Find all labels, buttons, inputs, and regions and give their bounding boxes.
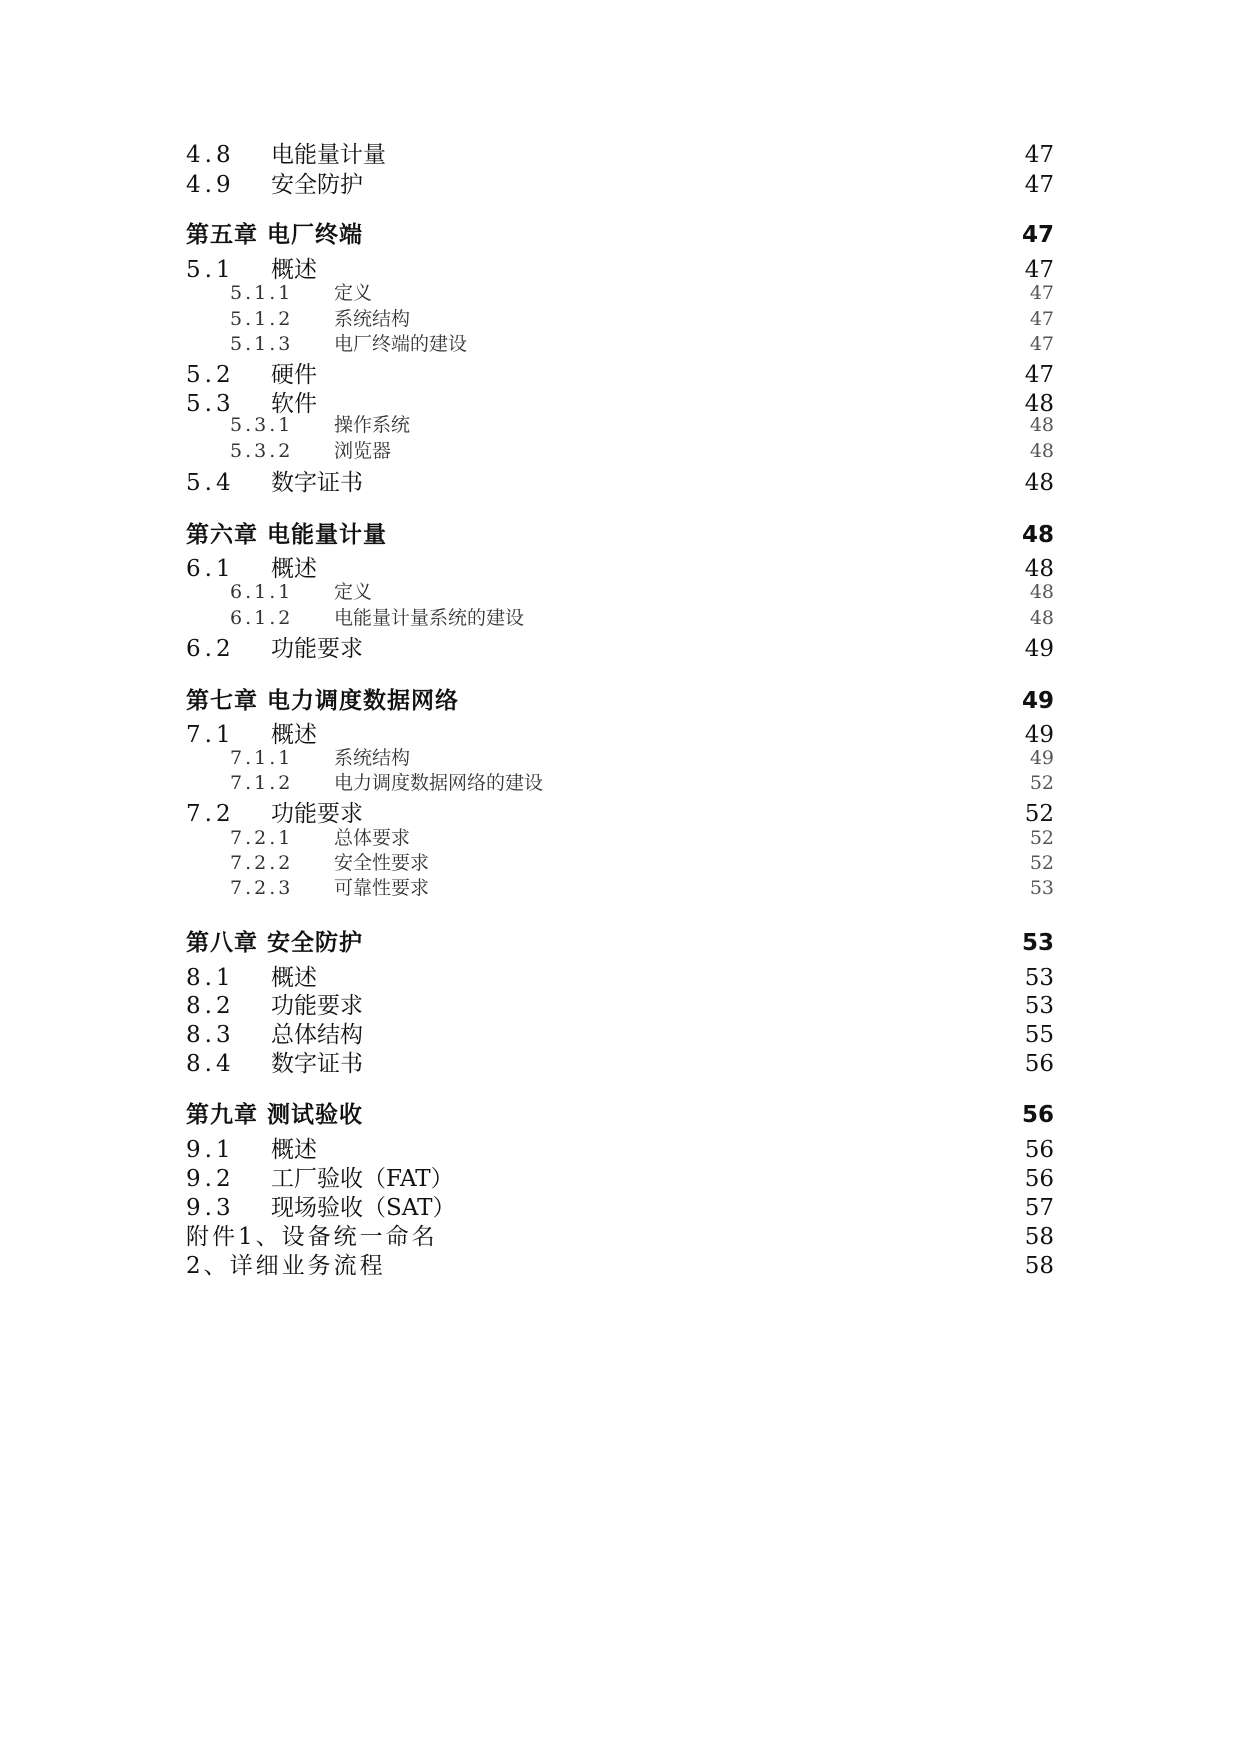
toc-entry-number: 6.1.1 — [230, 581, 294, 603]
toc-chapter-entry[interactable] — [186, 216, 1054, 249]
toc-entry-title: 第六章 电能量计量 — [186, 522, 388, 548]
toc-entry-number: 9.3 — [186, 1195, 235, 1221]
toc-entry-title: 可靠性要求 — [334, 877, 430, 899]
toc-entry-page-number: 52 — [1029, 772, 1054, 794]
toc-entry-title: 定义 — [334, 282, 373, 304]
toc-chapter-entry[interactable] — [186, 682, 1054, 715]
toc-entry-page-number: 47 — [1029, 308, 1054, 330]
toc-entry-title: 功能要求 — [271, 636, 363, 662]
toc-entry-number: 7.2.2 — [230, 852, 294, 874]
toc-entry-title: 2、详细业务流程 — [186, 1253, 386, 1279]
toc-entry-number: 6.2 — [186, 636, 235, 662]
toc-entry-title: 总体结构 — [271, 1022, 363, 1048]
toc-entry-number: 8.3 — [186, 1022, 235, 1048]
toc-entry-page-number: 58 — [1024, 1224, 1054, 1250]
toc-entry-title: 电能量计量 — [271, 142, 386, 168]
toc-entry-page-number: 52 — [1029, 827, 1054, 849]
toc-entry-number: 5.1.3 — [230, 333, 294, 355]
toc-entry-number: 7.1 — [186, 722, 235, 748]
toc-entry-page-number: 53 — [1029, 877, 1054, 899]
toc-entry[interactable] — [230, 823, 1054, 850]
toc-entry-number: 5.2 — [186, 362, 235, 388]
toc-entry-page-number: 57 — [1024, 1195, 1054, 1221]
toc-entry[interactable] — [186, 630, 1054, 663]
toc-entry-title: 电厂终端的建设 — [334, 333, 468, 355]
toc-chapter-entry[interactable] — [186, 1096, 1054, 1129]
toc-entry[interactable] — [230, 743, 1054, 770]
toc-entry-title: 数字证书 — [271, 1051, 363, 1077]
toc-entry-number: 5.3.2 — [230, 440, 294, 462]
toc-entry-number: 6.1.2 — [230, 607, 294, 629]
toc-entry-title: 浏览器 — [334, 440, 392, 462]
toc-entry-title: 系统结构 — [334, 308, 411, 330]
toc-entry-page-number: 52 — [1024, 801, 1054, 827]
toc-entry-number: 6.1 — [186, 556, 235, 582]
toc-entry[interactable] — [186, 1247, 1054, 1280]
toc-entry-title: 电能量计量系统的建设 — [334, 607, 525, 629]
toc-entry-title: 安全防护 — [271, 172, 363, 198]
toc-entry-number: 9.1 — [186, 1137, 235, 1163]
toc-entry-page-number: 53 — [1024, 965, 1054, 991]
toc-entry[interactable] — [186, 1045, 1054, 1078]
toc-entry-title: 数字证书 — [271, 470, 363, 496]
toc-entry[interactable] — [230, 768, 1054, 795]
toc-entry-number: 7.2.1 — [230, 827, 294, 849]
toc-entry-page-number: 52 — [1029, 852, 1054, 874]
toc-entry-number: 5.1 — [186, 257, 235, 283]
toc-entry-title: 操作系统 — [334, 414, 411, 436]
toc-entry-title: 现场验收（SAT） — [271, 1195, 456, 1221]
toc-entry-title: 第七章 电力调度数据网络 — [186, 688, 460, 714]
toc-entry[interactable] — [230, 410, 1054, 437]
toc-entry-number: 7.2 — [186, 801, 235, 827]
toc-entry-page-number: 49 — [1024, 636, 1054, 662]
toc-entry-title: 软件 — [271, 391, 317, 417]
toc-entry-page-number: 49 — [1029, 747, 1054, 769]
toc-entry[interactable] — [230, 436, 1054, 463]
toc-entry-page-number: 56 — [1021, 1102, 1054, 1128]
toc-entry-page-number: 49 — [1021, 688, 1054, 714]
toc-entry[interactable] — [230, 873, 1054, 900]
toc-entry-number: 5.1.1 — [230, 282, 294, 304]
toc-chapter-entry[interactable] — [186, 924, 1054, 957]
toc-entry-number: 7.1.2 — [230, 772, 294, 794]
toc-entry-title: 系统结构 — [334, 747, 411, 769]
toc-entry[interactable] — [230, 329, 1054, 356]
toc-entry[interactable] — [230, 278, 1054, 305]
toc-entry-number: 5.4 — [186, 470, 235, 496]
toc-entry-page-number: 47 — [1029, 333, 1054, 355]
toc-entry-title: 第九章 测试验收 — [186, 1102, 364, 1128]
toc-entry-page-number: 48 — [1024, 556, 1054, 582]
toc-entry-page-number: 56 — [1024, 1166, 1054, 1192]
toc-entry[interactable] — [186, 136, 1054, 169]
toc-entry-title: 硬件 — [271, 362, 317, 388]
toc-entry-number: 5.1.2 — [230, 308, 294, 330]
toc-entry-title: 第五章 电厂终端 — [186, 222, 364, 248]
toc-entry-page-number: 48 — [1029, 581, 1054, 603]
toc-entry-title: 功能要求 — [271, 993, 363, 1019]
toc-entry-page-number: 58 — [1024, 1253, 1054, 1279]
toc-entry-number: 5.3 — [186, 391, 235, 417]
toc-entry-title: 概述 — [271, 965, 317, 991]
toc-entry-title: 附件1、设备统一命名 — [186, 1224, 438, 1250]
toc-entry-page-number: 48 — [1021, 522, 1054, 548]
toc-entry-title: 概述 — [271, 1137, 317, 1163]
toc-entry[interactable] — [230, 304, 1054, 331]
toc-entry-page-number: 55 — [1024, 1022, 1054, 1048]
toc-entry-number: 5.3.1 — [230, 414, 294, 436]
toc-entry-title: 总体要求 — [334, 827, 411, 849]
toc-entry-title: 安全性要求 — [334, 852, 430, 874]
toc-entry-page-number: 56 — [1024, 1051, 1054, 1077]
toc-entry-number: 8.4 — [186, 1051, 235, 1077]
toc-entry-number: 7.2.3 — [230, 877, 294, 899]
toc-entry[interactable] — [230, 848, 1054, 875]
toc-entry-page-number: 48 — [1029, 440, 1054, 462]
toc-entry-page-number: 47 — [1024, 257, 1054, 283]
toc-entry-page-number: 47 — [1029, 282, 1054, 304]
toc-entry-page-number: 48 — [1024, 391, 1054, 417]
toc-entry-page-number: 56 — [1024, 1137, 1054, 1163]
toc-entry-page-number: 49 — [1024, 722, 1054, 748]
toc-entry-number: 7.1.1 — [230, 747, 294, 769]
toc-entry-number: 4.9 — [186, 172, 235, 198]
toc-entry-number: 8.1 — [186, 965, 235, 991]
toc-entry-page-number: 53 — [1024, 993, 1054, 1019]
toc-chapter-entry[interactable] — [186, 516, 1054, 549]
toc-entry-page-number: 47 — [1024, 142, 1054, 168]
toc-entry-page-number: 48 — [1024, 470, 1054, 496]
toc-entry-title: 概述 — [271, 556, 317, 582]
toc-entry-number: 8.2 — [186, 993, 235, 1019]
toc-entry-number: 4.8 — [186, 142, 235, 168]
toc-entry-page-number: 48 — [1029, 414, 1054, 436]
toc-entry-page-number: 47 — [1021, 222, 1054, 248]
toc-entry-title: 功能要求 — [271, 801, 363, 827]
toc-entry-page-number: 47 — [1024, 172, 1054, 198]
toc-entry-page-number: 53 — [1021, 930, 1054, 956]
toc-entry-number: 9.2 — [186, 1166, 235, 1192]
toc-entry-title: 概述 — [271, 722, 317, 748]
toc-entry[interactable] — [230, 577, 1054, 604]
toc-entry[interactable] — [230, 603, 1054, 630]
toc-entry-title: 工厂验收（FAT） — [271, 1166, 454, 1192]
toc-entry-page-number: 47 — [1024, 362, 1054, 388]
toc-entry[interactable] — [186, 464, 1054, 497]
toc-entry-title: 电力调度数据网络的建设 — [334, 772, 544, 794]
toc-entry-title: 定义 — [334, 581, 373, 603]
toc-entry[interactable] — [186, 166, 1054, 199]
toc-entry-title: 概述 — [271, 257, 317, 283]
toc-entry-page-number: 48 — [1029, 607, 1054, 629]
toc-entry-title: 第八章 安全防护 — [186, 930, 364, 956]
